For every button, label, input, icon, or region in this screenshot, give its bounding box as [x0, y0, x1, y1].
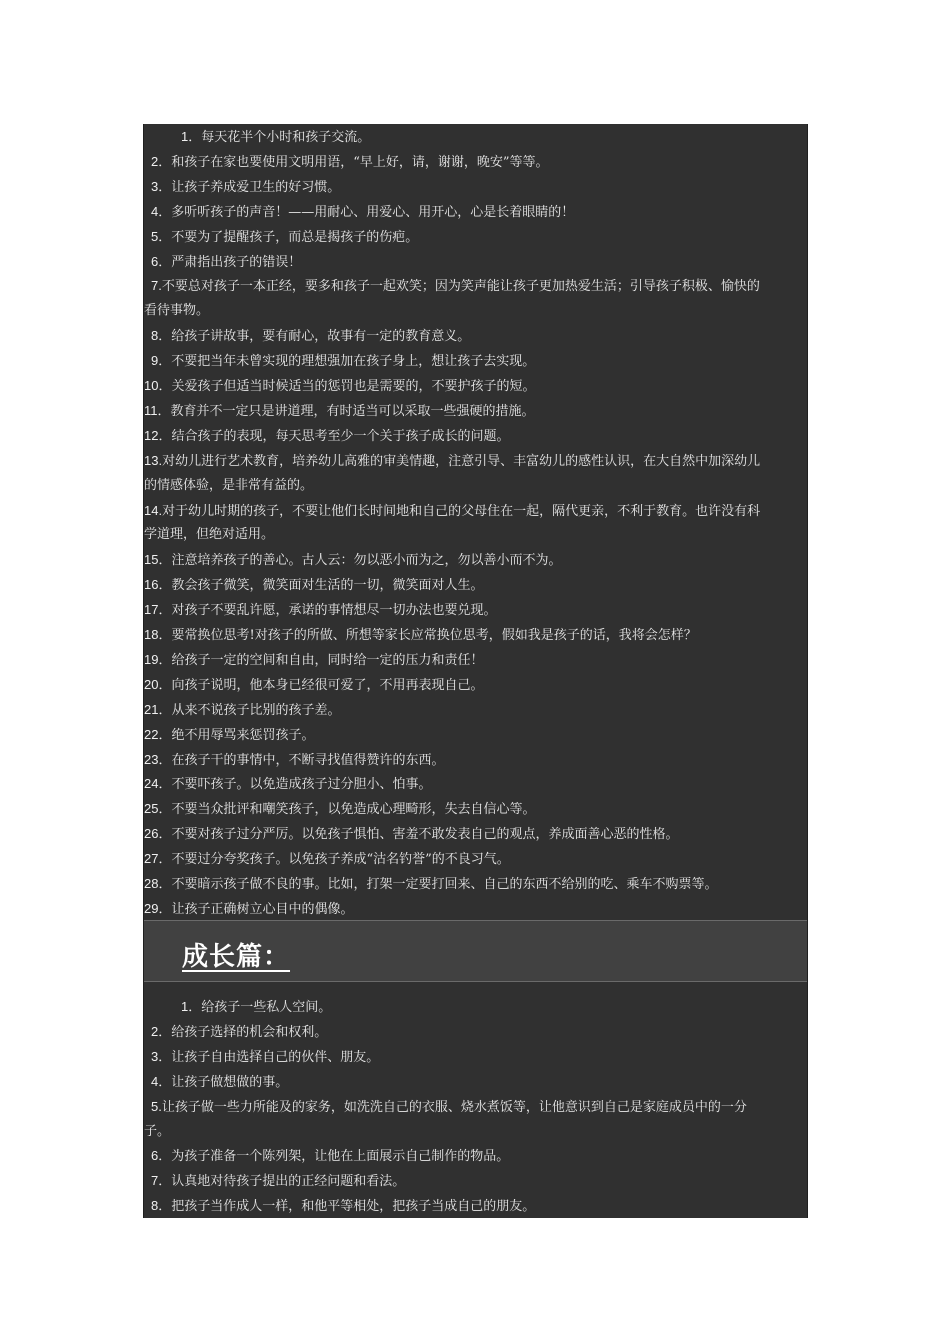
list-item [144, 771, 807, 796]
item-number: 19． [144, 651, 172, 667]
item-number: 7． [151, 1173, 172, 1189]
list-item [144, 273, 807, 298]
list-item [144, 697, 807, 722]
item-text: 子。 [144, 1123, 171, 1139]
list-item [144, 373, 807, 398]
item-number: 4． [151, 203, 172, 219]
list-item [144, 1094, 807, 1119]
list-item [144, 994, 807, 1019]
list-item [144, 522, 807, 547]
item-number: 14. [144, 502, 163, 518]
item-number: 2． [151, 1023, 172, 1039]
item-text: 让孩子养成爱卫生的好习惯。 [171, 179, 341, 195]
item-text: 给孩子一些私人空间。 [201, 1000, 332, 1015]
list-item [144, 1143, 807, 1168]
item-text: 不要暗示孩子做不良的事。比如，打架一定要打回来、自己的东西不给别的吃、乘车不购票等。 [171, 877, 718, 892]
item-text: 让孩子做想做的事。 [171, 1074, 289, 1090]
item-number: 1． [181, 999, 202, 1014]
item-number: 28． [144, 876, 172, 891]
item-text: 结合孩子的表现，每天思考至少一个关于孩子成长的问题。 [171, 428, 510, 444]
list-item [144, 871, 807, 896]
list-item [144, 647, 807, 672]
item-number: 8． [151, 328, 172, 344]
item-text: 不要过分夸奖孩子。以免孩子养成“沽名钓誉”的不良习气。 [171, 852, 510, 868]
item-number: 21． [144, 701, 172, 717]
item-number: 17． [144, 602, 172, 618]
item-text: 让孩子做一些力所能及的家务，如洗洗自己的衣服、烧水煮饭等，让他意识到自己是家庭成员中的一分 [161, 1099, 747, 1115]
list-item [144, 597, 807, 622]
list-item [144, 124, 807, 149]
item-text: 给孩子选择的机会和权利。 [171, 1024, 328, 1040]
item-number: 1． [181, 129, 202, 144]
list-item [144, 1193, 807, 1218]
list-item [144, 722, 807, 747]
list-item [144, 896, 807, 921]
list-item [144, 1044, 807, 1069]
item-number: 12． [144, 427, 172, 443]
item-number: 23． [144, 751, 172, 767]
item-number: 20． [144, 676, 172, 692]
list-item [144, 149, 807, 174]
item-number: 22． [144, 726, 172, 742]
list-item [144, 846, 807, 871]
list-item [144, 448, 807, 473]
document-panel [143, 124, 808, 1218]
list-item [144, 747, 807, 772]
item-number: 16． [144, 577, 172, 593]
item-text: 要常换位思考!对孩子的所做、所想等家长应常换位思考，假如我是孩子的话，我将会怎样？ [171, 628, 697, 643]
list-item [144, 547, 807, 572]
item-number: 13. [144, 452, 163, 468]
item-number: 25． [144, 801, 172, 817]
item-text: 严肃指出孩子的错误！ [171, 254, 302, 270]
list-item [144, 1119, 807, 1144]
list-item [144, 249, 807, 274]
section-heading: 成长篇： [182, 942, 291, 972]
item-number: 8． [151, 1198, 172, 1214]
item-number: 9． [151, 353, 172, 369]
list-item [144, 796, 807, 821]
list-item [144, 323, 807, 348]
item-text: 不要把当年未曾实现的理想强加在孩子身上，想让孩子去实现。 [171, 354, 536, 370]
list-item [144, 473, 807, 498]
item-number: 11． [144, 402, 171, 418]
item-text: 学道理，但绝对适用。 [144, 527, 275, 543]
item-number: 5. [151, 1098, 162, 1114]
item-text: 为孩子准备一个陈列架，让他在上面展示自己制作的物品。 [171, 1149, 510, 1165]
list-item [144, 498, 807, 523]
item-text: 不要对孩子过分严厉。以免孩子惧怕、害羞不敢发表自己的观点，养成面善心恶的性格。 [171, 827, 679, 843]
list-item [144, 572, 807, 597]
item-number: 6． [151, 253, 172, 269]
tips-list-section [144, 124, 807, 920]
item-number: 10． [144, 378, 172, 393]
item-text: 让孩子正确树立心目中的偶像。 [171, 901, 354, 917]
item-number: 26． [144, 826, 172, 842]
item-text: 多听听孩子的声音！——用耐心、用爱心、用开心，心是长着眼睛的！ [171, 204, 575, 220]
item-text: 给孩子一定的空间和自由，同时给一定的压力和责任！ [171, 652, 484, 668]
item-text: 看待事物。 [144, 303, 210, 319]
item-text: 向孩子说明，他本身已经很可爱了，不用再表现自己。 [171, 677, 484, 693]
list-item [144, 821, 807, 846]
item-text: 对孩子不要乱许愿，承诺的事情想尽一切办法也要兑现。 [171, 603, 497, 619]
growth-list-section [144, 982, 807, 1218]
item-text: 认真地对待孩子提出的正经问题和看法。 [171, 1174, 406, 1190]
item-number: 4． [151, 1073, 172, 1089]
item-text: 每天花半个小时和孩子交流。 [201, 130, 371, 145]
item-number: 24． [144, 776, 172, 792]
item-number: 3． [151, 178, 172, 194]
item-number: 18． [144, 627, 172, 642]
item-text: 不要总对孩子一本正经，要多和孩子一起欢笑；因为笑声能让孩子更加热爱生活；引导孩子积极、愉快的 [161, 279, 760, 295]
item-text: 教会孩子微笑，微笑面对生活的一切，微笑面对人生。 [171, 578, 484, 594]
item-number: 15． [144, 552, 172, 568]
item-text: 不要为了提醒孩子，而总是揭孩子的伤疤。 [171, 229, 419, 245]
item-number: 6． [151, 1148, 172, 1164]
list-item [144, 199, 807, 224]
item-text: 给孩子讲故事，要有耐心，故事有一定的教育意义。 [171, 329, 471, 345]
item-number: 2． [151, 153, 172, 169]
item-number: 7. [151, 278, 162, 294]
list-item [144, 1069, 807, 1094]
list-item [144, 1019, 807, 1044]
list-item [144, 174, 807, 199]
item-text: 教育并不一定只是讲道理，有时适当可以采取一些强硬的措施。 [170, 403, 535, 419]
list-item [144, 224, 807, 249]
item-number: 3． [151, 1048, 172, 1064]
item-number: 5． [151, 228, 172, 244]
item-text: 绝不用辱骂来惩罚孩子。 [171, 727, 315, 743]
item-text: 不要吓孩子。以免造成孩子过分胆小、怕事。 [171, 777, 432, 793]
list-item [144, 1168, 807, 1193]
item-text: 从来不说孩子比别的孩子差。 [171, 702, 341, 718]
list-item [144, 348, 807, 373]
list-item [144, 423, 807, 448]
section-divider [144, 920, 807, 921]
list-item [144, 622, 807, 647]
item-text: 注意培养孩子的善心。古人云：勿以恶小而为之，勿以善小而不为。 [171, 553, 562, 569]
item-text: 对于幼儿时期的孩子，不要让他们长时间地和自己的父母住在一起，隔代更亲，不利于教育。也许没有科 [162, 503, 761, 519]
item-number: 29． [144, 900, 172, 916]
item-text: 和孩子在家也要使用文明用语，“早上好，请，谢谢，晚安”等等。 [171, 154, 549, 170]
list-item [144, 398, 807, 423]
item-text: 不要当众批评和嘲笑孩子，以免造成心理畸形，失去自信心等。 [171, 802, 536, 818]
item-text: 的情感体验，是非常有益的。 [144, 477, 314, 493]
item-text: 把孩子当作成人一样，和他平等相处，把孩子当成自己的朋友。 [171, 1199, 536, 1215]
item-text: 对幼儿进行艺术教育，培养幼儿高雅的审美情趣，注意引导、丰富幼儿的感性认识，在大自然中加深幼儿 [162, 453, 761, 469]
item-text: 在孩子干的事情中，不断寻找值得赞许的东西。 [171, 752, 445, 768]
list-item [144, 298, 807, 323]
item-number: 27． [144, 851, 172, 867]
item-text: 让孩子自由选择自己的伙伴、朋友。 [171, 1049, 380, 1065]
list-item [144, 672, 807, 697]
item-text: 关爱孩子但适当时候适当的惩罚也是需要的，不要护孩子的短。 [171, 379, 536, 394]
